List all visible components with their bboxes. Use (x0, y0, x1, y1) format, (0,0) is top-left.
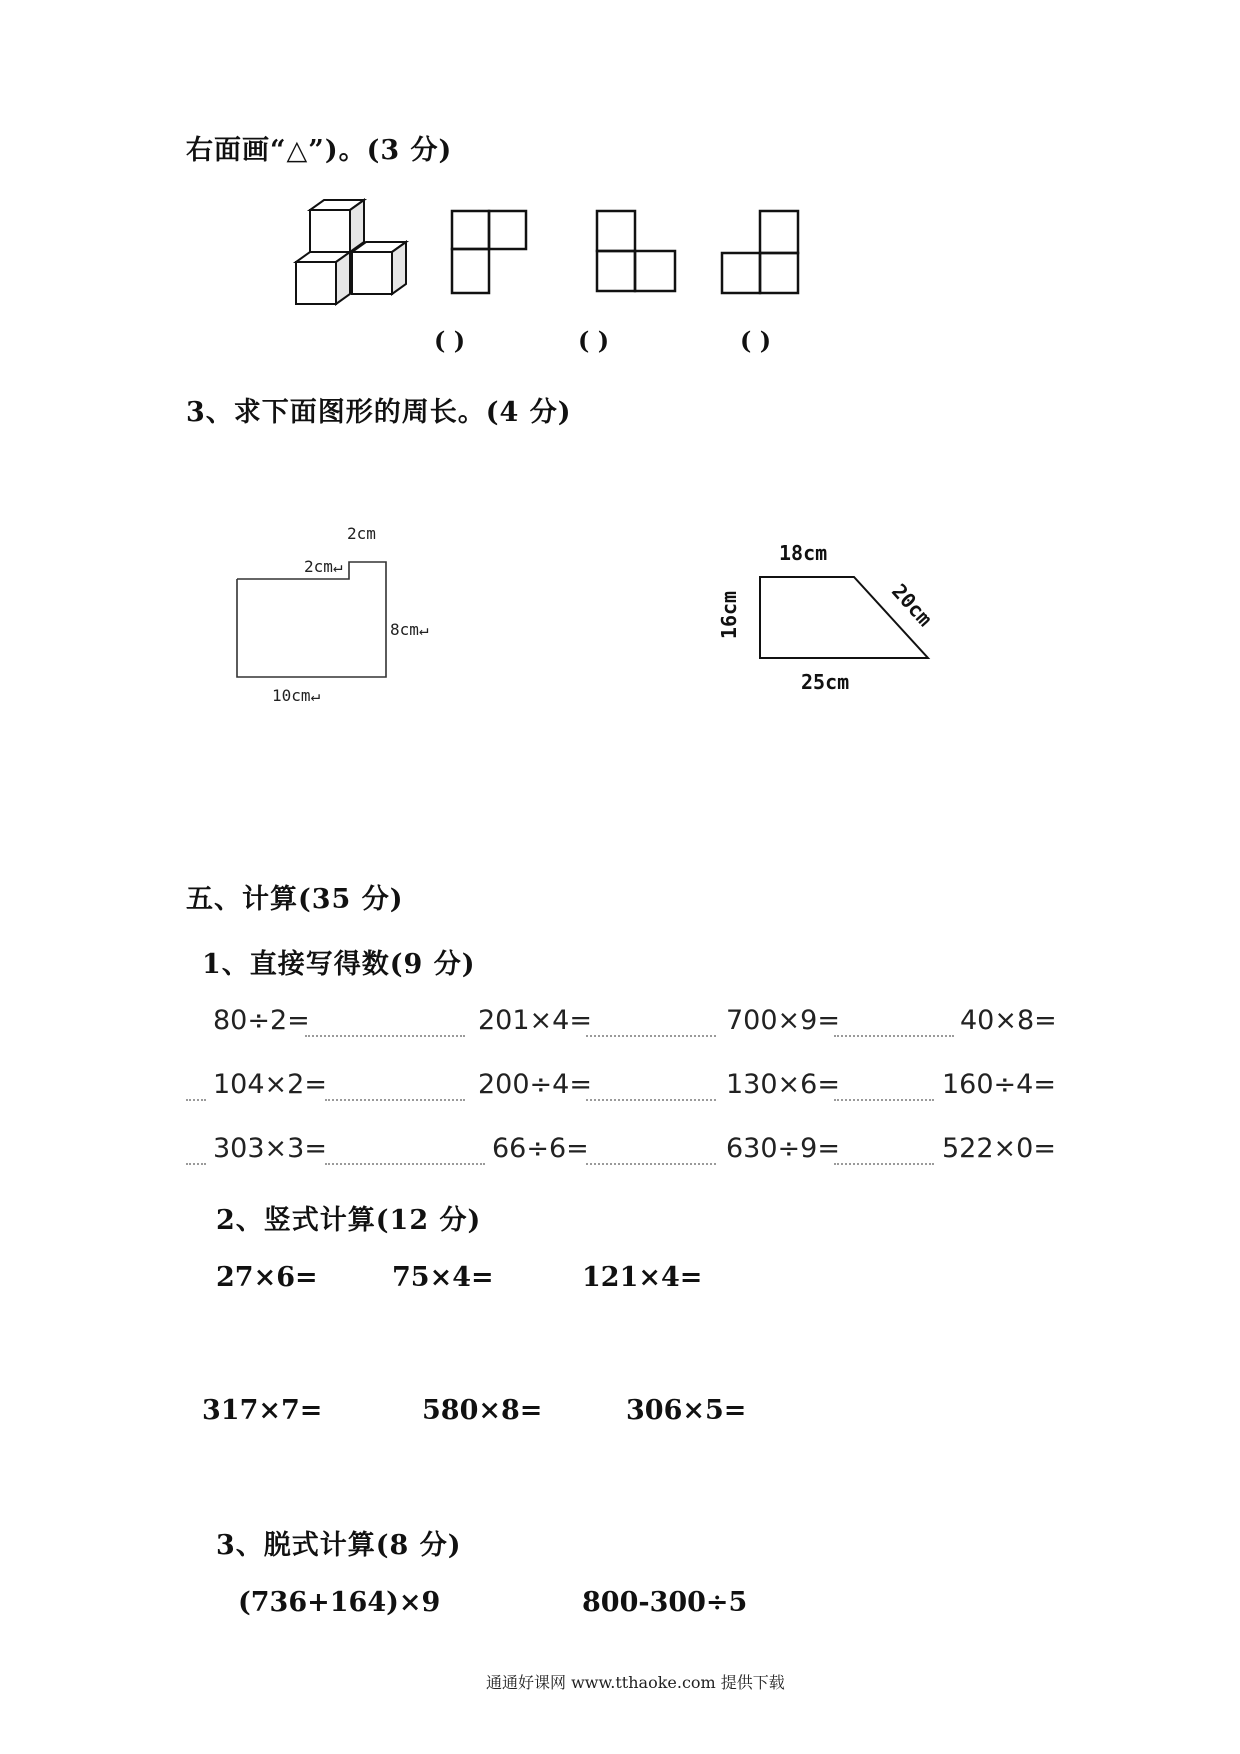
vertical-calc-item: 317×7= (202, 1395, 323, 1426)
shape2-top-label: 18cm (779, 541, 828, 565)
answer-dots[interactable] (186, 1163, 206, 1165)
calc-item: 80÷2= (213, 1005, 310, 1036)
step-calc-item: 800-300÷5 (582, 1587, 748, 1618)
shape1-right-label: 8cm↵ (390, 620, 429, 639)
shape1-bottom-label: 10cm↵ (272, 686, 321, 705)
calc-item: 522×0= (942, 1133, 1056, 1164)
view-shape-3 (721, 210, 801, 296)
calc-item: 303×3= (213, 1133, 327, 1164)
calc-item: 104×2= (213, 1069, 327, 1100)
answer-blank-1[interactable]: ( ) (434, 326, 466, 355)
perimeter-shape-1 (230, 520, 430, 680)
question-instruction-tail: 右面画“△”)。(3 分) (186, 135, 453, 166)
answer-dots[interactable] (305, 1035, 465, 1037)
shape2-left-label: 16cm (717, 590, 742, 640)
footer-credit: 通通好课网 www.tthaoke.com 提供下载 (486, 1673, 785, 1692)
answer-dots[interactable] (586, 1099, 716, 1101)
answer-dots[interactable] (834, 1099, 934, 1101)
calc-item: 160÷4= (942, 1069, 1056, 1100)
shape1-top-step-label: 2cm (347, 524, 376, 543)
section-5-title: 五、计算(35 分) (186, 884, 404, 915)
calc-item: 200÷4= (478, 1069, 592, 1100)
calc-item: 130×6= (726, 1069, 840, 1100)
cube-stack-figure (290, 200, 420, 320)
shape2-bottom-label: 25cm (801, 670, 850, 694)
calc-item: 630÷9= (726, 1133, 840, 1164)
step-calc-item: (736+164)×9 (238, 1587, 441, 1618)
answer-blank-2[interactable]: ( ) (578, 326, 610, 355)
calc-item: 700×9= (726, 1005, 840, 1036)
vertical-calc-item: 75×4= (392, 1262, 494, 1293)
sub2-title: 2、竖式计算(12 分) (216, 1205, 482, 1236)
view-shape-1 (451, 210, 531, 296)
calc-item: 40×8= (960, 1005, 1057, 1036)
shape2-slant-label: 20cm (887, 579, 938, 631)
answer-dots[interactable] (834, 1035, 954, 1037)
vertical-calc-item: 580×8= (422, 1395, 543, 1426)
vertical-calc-item: 121×4= (582, 1262, 703, 1293)
shape1-step-side-label: 2cm↵ (304, 557, 343, 576)
answer-dots[interactable] (325, 1163, 485, 1165)
vertical-calc-item: 27×6= (216, 1262, 318, 1293)
vertical-calc-item: 306×5= (626, 1395, 747, 1426)
calc-item: 201×4= (478, 1005, 592, 1036)
answer-dots[interactable] (586, 1163, 716, 1165)
answer-dots[interactable] (834, 1163, 934, 1165)
calc-item: 66÷6= (492, 1133, 589, 1164)
answer-dots[interactable] (586, 1035, 716, 1037)
sub1-title: 1、直接写得数(9 分) (202, 949, 476, 980)
answer-dots[interactable] (325, 1099, 465, 1101)
sub3-title: 3、脱式计算(8 分) (216, 1530, 462, 1561)
answer-dots[interactable] (186, 1099, 206, 1101)
question-3-title: 3、求下面图形的周长。(4 分) (186, 397, 572, 428)
view-shape-2 (596, 210, 678, 294)
answer-blank-3[interactable]: ( ) (740, 326, 772, 355)
